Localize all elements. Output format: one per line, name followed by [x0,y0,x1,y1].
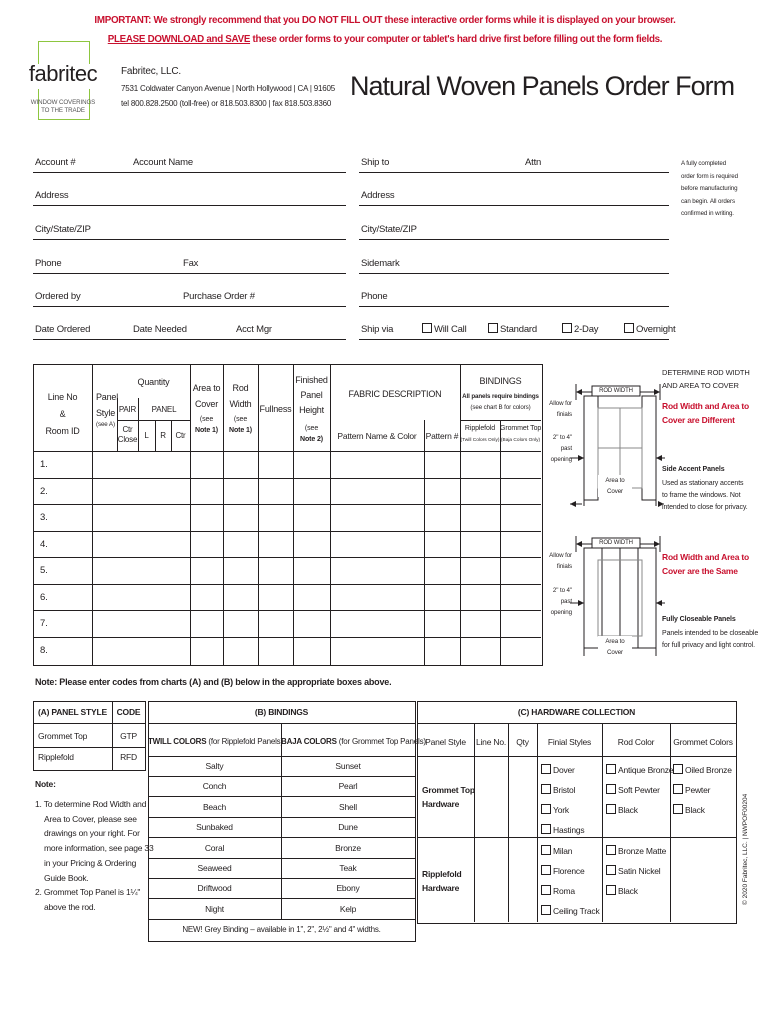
side-note-line: order form is required [681,172,738,180]
ship-via-label: Ship via [361,324,394,335]
hw-header-line-no: Line No. [475,737,507,747]
rod-color-label: Antique Bronze [618,765,674,775]
notes-title: Note: [35,779,56,789]
allow-finials-2 [545,550,572,572]
overnight-label: Overnight [636,324,676,335]
rod-note-ref [223,414,258,436]
finial-option-roma[interactable] [541,881,600,901]
opening-text: 2" to 4" [552,434,572,441]
allow-finials-text: finials [556,563,572,570]
allow-finials-1 [545,398,572,420]
diagram-title [662,366,750,392]
fully-closeable-desc [662,628,758,652]
two-day-option[interactable] [562,323,598,335]
grey-binding-note: NEW! Grey Binding – available in 1", 2", 2½" and 4" widths. [182,925,381,934]
bindings-title: (B) BINDINGS [254,707,309,717]
see-note-text: (see [199,416,214,423]
date-ordered-label: Date Ordered [35,324,91,335]
finial-option-ceiling-track[interactable] [541,901,600,921]
twill-color: Seaweed [197,863,232,873]
account-name-label: Account Name [133,157,193,168]
twill-color: Beach [202,802,227,812]
rod-color-label: Satin Nickel [618,866,661,876]
case-different-title [662,399,749,427]
rod-color-checkbox[interactable] [606,764,616,774]
hw-header-grommet-colors: Grommet Colors [673,737,733,747]
note-line: above the rod. [44,901,96,912]
allow-finials-text: finials [556,411,572,418]
baja-color: Teak [339,863,357,873]
finial-label: Dover [553,765,575,775]
panel-style-name: Ripplefold [38,752,74,762]
account-no-label: Account # [35,157,76,168]
area-to-cover-text: Area to [192,383,221,393]
finished-height-text: Height [299,405,324,415]
panel-style-title: (A) PANEL STYLE [38,707,107,717]
grommet-color-oiled-bronze[interactable] [673,760,732,780]
panel-style-header [96,389,118,421]
finial-checkbox[interactable] [541,885,551,895]
line-no-header-text: & [59,409,66,419]
phone-label: Phone [35,258,62,269]
hw-header-qty: Qty [516,737,529,747]
allow-finials-text: Allow for [549,400,572,407]
overnight-option[interactable] [624,323,675,335]
finial-label: Milan [553,846,573,856]
rod-width-text: Rod [232,383,249,393]
line-no-header-text: Line No [47,392,78,402]
opening-note-1 [542,432,572,465]
ripplefold-hardware-text: Ripplefold [422,869,462,879]
grommet-color-black[interactable] [673,800,732,820]
city-label: City/State/ZIP [35,224,91,235]
opening-text: 2" to 4" [552,587,572,594]
hardware-title: (C) HARDWARE COLLECTION [517,707,636,717]
case-same-title [662,550,749,578]
ctr-close-header [117,425,138,445]
rod-width-label-1: ROD WIDTH [599,388,633,394]
rod-width-label-2: ROD WIDTH [599,540,633,546]
case-desc-text: Panels intended to be closeable [662,630,759,637]
finial-option-milan[interactable] [541,841,600,861]
ship-to-label: Ship to [361,157,390,168]
finial-option-bristol[interactable] [541,780,584,800]
logo-wordmark: fabritec [28,61,98,86]
side-note-line: before manufacturing [681,185,738,192]
rod-color-label: Bronze Matte [618,846,667,856]
panel-style-header-text: Style [96,408,116,418]
row-number: 6. [40,592,48,603]
finial-option-florence[interactable] [541,861,600,881]
grommet-top-header: Grommet Top [500,425,542,432]
baja-color: Ebony [336,883,360,893]
area-to-cover-label-text: Cover [606,488,623,495]
side-note-line: A fully completed [681,160,727,167]
twill-color: Coral [204,843,225,853]
twill-header-bold: TWILL COLORS [148,737,207,746]
r-header: R [160,431,166,440]
twill-only-note: (Twill Colors Only) [460,438,500,443]
opening-note-2 [542,585,572,618]
finished-height-header [293,373,330,418]
bindings-header: BINDINGS [479,376,522,386]
form-title: Natural Woven Panels Order Form [350,71,735,101]
ctr-close-text: Close [117,435,138,444]
twill-header-rest: (for Ripplefold Panels) [206,737,283,746]
sidemark-label: Sidemark [361,258,400,269]
rod-width-header [223,380,258,412]
opening-text: opening [550,456,572,463]
rod-color-label: Soft Pewter [618,785,660,795]
row-number: 2. [40,486,48,497]
see-note-text: (see [233,416,248,423]
pattern-name-header: Pattern Name & Color [337,431,417,441]
grommet-hardware-text: Hardware [422,799,460,809]
case-desc-text: Used as stationary accents [662,480,744,487]
company-address: 7531 Coldwater Canyon Avenue | North Hollywood | CA | 91605 [121,84,335,93]
area-to-cover-text: Cover [194,399,218,409]
fully-closeable-title: Fully Closeable Panels [662,616,736,623]
finial-checkbox[interactable] [541,824,551,834]
l-header: L [144,431,149,440]
rod-color-checkbox[interactable] [606,885,616,895]
case-desc-text: to frame the windows. Not [662,492,741,499]
finished-height-text: Finished [295,375,328,385]
notes-body [35,797,154,915]
overnight-checkbox[interactable] [624,323,634,333]
row-number: 5. [40,565,48,576]
finial-option-york[interactable] [541,800,584,820]
area-to-cover-label-2 [598,636,632,658]
rod-color-antique-bronze[interactable] [606,760,673,780]
ripplefold-hardware-label [422,867,462,895]
rod-color-label: Black [618,805,638,815]
note-line: drawings on your right. For [44,828,140,839]
copyright-footer: © 2020 Fabritec, LLC. | NWPOF00204 [742,793,749,905]
will-call-label: Will Call [434,324,467,335]
pattern-no-header: Pattern # [425,431,459,441]
will-call-checkbox[interactable] [422,323,432,333]
area-to-cover-label-1 [598,475,632,497]
baja-header-bold: BAJA COLORS [281,737,337,746]
case-title-text: Cover are the Same [662,566,738,576]
grommet-color-checkbox[interactable] [673,784,683,794]
rod-color-checkbox[interactable] [606,865,616,875]
fabric-description-header: FABRIC DESCRIPTION [348,389,442,399]
logo-tagline-1: WINDOW COVERINGS [30,99,96,106]
finial-label: Bristol [553,785,576,795]
finial-checkbox[interactable] [541,764,551,774]
note-line: 2. Grommet Top Panel is 1¼" [35,887,141,898]
quantity-header: Quantity [137,377,170,387]
twill-color: Night [205,904,224,914]
codes-note: Note: Please enter codes from charts (A) and (B) below in the appropriate boxes above. [35,677,392,687]
ship-city-label: City/State/ZIP [361,224,417,235]
finial-label: Florence [553,866,585,876]
logo-tagline-2: TO THE TRADE [41,107,85,114]
note-line: 1. To determine Rod Width and [35,799,147,809]
finial-checkbox[interactable] [541,784,551,794]
case-title-text: Rod Width and Area to [662,552,750,562]
side-accent-title: Side Accent Panels [662,466,725,473]
row-number: 8. [40,645,48,656]
pair-header: PAIR [118,405,137,414]
hw-header-finial-styles: Finial Styles [547,737,592,747]
address-label: Address [35,190,69,201]
bindings-see: (see chart B for colors) [470,404,531,411]
fullness-header: Fullness [259,404,292,414]
twill-color: Salty [205,761,224,771]
see-note-text: Note 1) [194,427,219,434]
opening-text: past [560,598,572,605]
banner-line-1: IMPORTANT: We strongly recommend that you DO NOT FILL OUT these interactive order forms while it is displayed on your browser. [94,15,676,26]
area-note-ref [190,414,223,436]
grommet-color-label: Pewter [685,785,711,795]
rod-color-satin-nickel[interactable] [606,861,666,881]
baja-header [281,737,426,746]
finial-label: York [553,805,569,815]
two-day-checkbox[interactable] [562,323,572,333]
twill-color: Sunbaked [196,822,233,832]
grommet-colors [673,760,732,820]
case-desc-text: for full privacy and light control. [662,642,755,649]
rod-color-label: Black [618,886,638,896]
rod-color-bronze-matte[interactable] [606,841,666,861]
finial-checkbox[interactable] [541,845,551,855]
note-line: more information, see page 33 [44,843,154,854]
ship-phone-label: Phone [361,291,388,302]
panel-style-header-text: Panel [96,392,119,402]
see-note-text: Note 1) [228,427,253,434]
standard-checkbox[interactable] [488,323,498,333]
side-note [681,158,738,221]
baja-header-rest: (for Grommet Top Panels) [336,737,426,746]
attn-label: Attn [525,157,542,168]
company-phone: tel 800.828.2500 (toll-free) or 818.503.8300 | fax 818.503.8360 [121,99,332,108]
grommet-rod-colors [606,760,673,820]
rod-color-checkbox[interactable] [606,784,616,794]
note-line: in your Pricing & Ordering [44,857,137,868]
grommet-hardware-text: Grommet Top [422,785,475,795]
allow-finials-text: Allow for [549,552,572,559]
area-to-cover-header [190,380,223,412]
baja-color: Dune [338,822,358,832]
height-note-ref [293,423,330,445]
grommet-color-label: Oiled Bronze [685,765,732,775]
finished-height-text: Panel [300,390,323,400]
grommet-color-label: Black [685,805,705,815]
grommet-color-checkbox[interactable] [673,804,683,814]
see-note-text: (see [304,425,319,432]
diagram-title-text: DETERMINE ROD WIDTH [662,368,750,377]
note-line: Guide Book. [44,872,89,883]
finial-checkbox[interactable] [541,865,551,875]
finial-checkbox[interactable] [541,905,551,915]
finial-label: Ceiling Track [553,906,600,916]
baja-color: Sunset [335,761,361,771]
finial-option-hastings[interactable] [541,820,584,840]
standard-label: Standard [500,324,537,335]
row-number: 7. [40,618,48,629]
ripplefold-rod-colors [606,841,666,901]
area-to-cover-label-text: Area to [605,638,625,645]
note-line: Area to Cover, please see [44,813,137,824]
twill-color: Driftwood [197,883,232,893]
area-to-cover-label-text: Cover [606,649,623,656]
case-desc-text: intended to close for privacy. [662,504,748,511]
baja-only-note: (Baja Colors Only) [500,438,541,443]
opening-text: opening [550,609,572,616]
row-number: 4. [40,539,48,550]
rod-color-soft-pewter[interactable] [606,780,673,800]
twill-header [148,737,281,746]
ctr-header: Ctr [175,431,186,440]
grommet-hardware-label [422,783,475,811]
panel-style-code: RFD [120,752,137,762]
rod-width-diagrams [540,378,665,668]
grommet-finials [541,760,584,840]
line-no-header-text: Room ID [45,426,80,436]
logo [28,41,98,119]
see-note-text: Note 2) [299,436,324,443]
bindings-note: All panels require bindings [462,393,539,400]
hw-header-panel-style: Panel Style [425,737,466,747]
side-note-line: can begin. All orders [681,197,735,205]
rod-color-checkbox[interactable] [606,804,616,814]
banner-line-2 [0,34,770,45]
ordered-by-label: Ordered by [35,291,81,302]
two-day-label: 2-Day [574,324,599,335]
opening-text: past [560,445,572,452]
row-number: 1. [40,459,48,470]
ripplefold-finials [541,841,600,921]
see-a-note: (see A) [96,421,115,428]
area-to-cover-label-text: Area to [605,477,625,484]
finial-label: Roma [553,886,575,896]
case-title-text: Cover are Different [662,415,735,425]
baja-color: Pearl [338,781,358,791]
ship-address-label: Address [361,190,395,201]
row-number: 3. [40,512,48,523]
ripplefold-hardware-text: Hardware [422,883,460,893]
baja-color: Shell [339,802,357,812]
fax-label: Fax [183,258,199,269]
grommet-color-checkbox[interactable] [673,764,683,774]
case-title-text: Rod Width and Area to [662,401,750,411]
code-header: CODE [116,707,141,717]
line-no-header [33,389,92,440]
baja-color: Bronze [335,843,361,853]
panel-header: PANEL [151,405,177,414]
rod-color-black[interactable] [606,881,666,901]
panel-style-name: Grommet Top [38,731,88,741]
side-note-line: confirmed in writing. [681,210,734,217]
date-needed-label: Date Needed [133,324,187,335]
banner-download-emphasis: PLEASE DOWNLOAD and SAVE [107,34,251,45]
company-name: Fabritec, LLC. [121,66,182,77]
po-label: Purchase Order # [183,291,255,302]
ctr-close-text: Ctr [122,425,133,434]
diagram-title-text: AND AREA TO COVER [662,381,739,390]
hw-header-rod-color: Rod Color [617,737,655,747]
grommet-color-pewter[interactable] [673,780,732,800]
standard-option[interactable] [488,323,537,335]
rod-width-text: Width [229,399,252,409]
will-call-option[interactable] [422,323,467,335]
rod-color-checkbox[interactable] [606,845,616,855]
rod-color-black[interactable] [606,800,673,820]
side-accent-desc [662,478,748,514]
panel-style-code: GTP [120,731,137,741]
finial-option-dover[interactable] [541,760,584,780]
baja-color: Kelp [339,904,357,914]
acct-mgr-label: Acct Mgr [236,324,272,335]
twill-color: Conch [202,781,227,791]
finial-checkbox[interactable] [541,804,551,814]
banner-line-2-text: these order forms to your computer or tablet's hard drive first before filling out the form fields. [250,34,663,45]
ripplefold-header: Ripplefold [464,425,496,432]
finial-label: Hastings [553,825,585,835]
